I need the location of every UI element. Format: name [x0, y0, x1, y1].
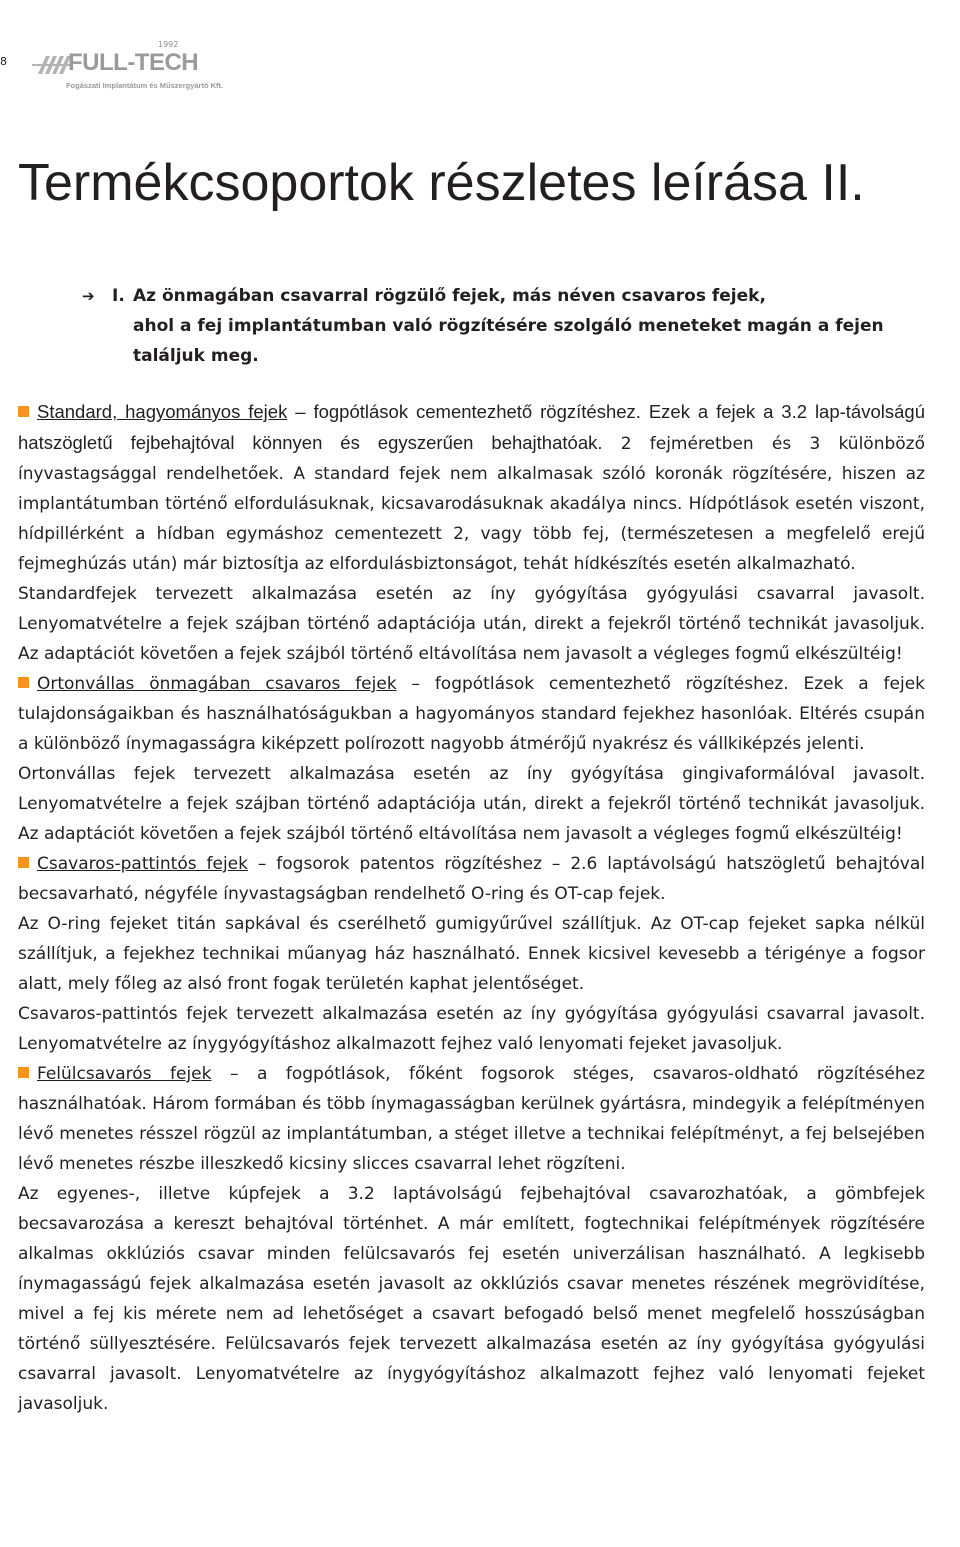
- ortonvallas-paragraph-1: [18, 669, 925, 759]
- body-text: [18, 397, 925, 1419]
- intro-line-3: találjuk meg.: [133, 346, 259, 366]
- standard-dash: –: [287, 401, 314, 422]
- intro-number: I.: [112, 286, 125, 306]
- standard-paragraph-2: Standardfejek tervezett alkalmazása esetén az íny gyógyítása gyógyulási csavarral javasolt. Lenyomatvételre a fejek szájban történő adaptációja után, direkt a fejekről történő technikát javasoljuk. Az adaptációt követően a fejek szájból történő eltávolítása nem javasolt a végleges fogmű elkészültéig!: [18, 584, 925, 664]
- page-number: 8: [0, 55, 7, 68]
- felulcsavaros-term: Felülcsavarós fejek: [37, 1064, 212, 1084]
- ortonvallas-paragraph-2: Ortonvállas fejek tervezett alkalmazása esetén az íny gyógyítása gingivaformálóval javasolt. Lenyomatvételre a fejek szájban történő adaptációja után, direkt a fejekről történő technikát javasoljuk. Az adaptációt követően a fejek szájból történő eltávolítása nem javasolt a végleges fogmű elkészültéig!: [18, 764, 925, 844]
- ortonvallas-term: Ortonvállas önmagában csavaros fejek: [37, 674, 397, 694]
- company-logo: [28, 40, 228, 92]
- standard-text-1: 2 fejméretben és 3 különböző ínyvastagsággal rendelhetőek. A standard fejek nem alkalmasak szóló koronák rögzítésére, hiszen az implantátumban történő elfordulásuknak, kicsavarodásuknak akadálya nincs. Hídpótlások esetén viszont, hídpillérként a hídban egymáshoz cementezett 2, vagy több fej, (természetesen a megfelelő erejű fejmeghúzás után) már biztosítja az elfordulásbiztonságot, tehát hídkészítés esetén alkalmazható.: [18, 434, 925, 574]
- pattintos-paragraph-1: [18, 849, 925, 909]
- orange-square-bullet-icon: [18, 406, 29, 417]
- logo-name: FULL-TECH: [68, 49, 199, 76]
- orange-square-bullet-icon: [18, 1067, 29, 1078]
- felulcsavaros-paragraph-1: [18, 1059, 925, 1179]
- standard-lead: fogpótlások cementezhető rögzítéshez. Ezek a fejek a 3.2 lap-távolságú hatszögletű fejbehajtóval könnyen és egyszerűen behajthatóak.: [18, 401, 925, 453]
- standard-paragraph-1: [18, 397, 925, 579]
- page-title: Termékcsoportok részletes leírása II.: [18, 154, 865, 212]
- felulcsavaros-paragraph-2: Az egyenes-, illetve kúpfejek a 3.2 laptávolságú fejbehajtóval csavarozhatóak, a gömbfejek becsavarozása a kereszt behajtóval történhet. A már említett, fogtechnikai felépítmények rögzítésére alkalmas okklúziós csavar minden felülcsavarós fej esetén univerzálisan használható. A legkisebb ínymagasságú fejek alkalmazása esetén javasolt az okklúziós csavar menetes részének megrövidítése, mivel a fej kis mérete nem ad lehetőséget a csavart befogadó belső menet megfelelő hosszúságban történő süllyesztésére. Felülcsavarós fejek tervezett alkalmazása esetén az íny gyógyítása gyógyulási csavarral javasolt. Lenyomatvételre az ínygyógyításhoz alkalmazott fejhez való lenyomati fejeket javasoljuk.: [18, 1184, 925, 1414]
- orange-square-bullet-icon: [18, 857, 29, 868]
- arrow-right-icon: ➔: [82, 287, 95, 305]
- pattintos-term: Csavaros-pattintós fejek: [37, 854, 248, 874]
- pattintos-paragraph-3: Csavaros-pattintós fejek tervezett alkalmazása esetén az íny gyógyítása gyógyulási csavarral javasolt. Lenyomatvételre az ínygyógyításhoz alkalmazott fejhez való lenyomati fejeket javasoljuk.: [18, 1004, 925, 1054]
- standard-term: Standard, hagyományos fejek: [37, 401, 288, 422]
- felulcsavaros-text-1: – a fogpótlások, főként fogsorok stéges, csavaros-oldható rögzítéséhez használhatóak. Három formában és több ínymagasságban kerülnek gyártásra, mindegyik a felépítményen lévő menetes résszel rögzül az implantátumban, a stéget illetve a technikai felépítményt, a fej belsejében lévő menetes részbe illeszkedő kicsiny slicces csavarral lehet rögzíteni.: [18, 1064, 925, 1174]
- intro-line-2: ahol a fej implantátumban való rögzítésére szolgáló meneteket magán a fejen: [133, 316, 884, 336]
- logo-year: 1992: [158, 40, 179, 49]
- intro-block: [82, 281, 884, 371]
- orange-square-bullet-icon: [18, 677, 29, 688]
- logo-subtitle: Fogászati Implantátum és Műszergyártó Kft.: [66, 81, 224, 90]
- pattintos-paragraph-2: Az O-ring fejeket titán sapkával és cserélhető gumigyűrűvel szállítjuk. Az OT-cap fejeket sapka nélkül szállítjuk, a fejekhez technikai műanyag ház használható. Ennek kicsivel kevesebb a térigénye a fogsor alatt, mely főleg az alsó front fogak területén kaphat jelentőséget.: [18, 914, 925, 994]
- ortonvallas-text-1: – fogpótlások cementezhető rögzítéshez. Ezek a fejek tulajdonságaikban és használhatóságukban a hagyományos standard fejekhez hasonlóak. Eltérés csupán a különböző ínymagasságra kiképzett polírozott nagyobb átmérőjű nyakrész és vállkiképzés jelenti.: [18, 674, 925, 754]
- intro-line-1: Az önmagában csavarral rögzülő fejek, más néven csavaros fejek,: [133, 286, 766, 306]
- pattintos-text-1: – fogsorok patentos rögzítéshez – 2.6 laptávolságú hatszögletű behajtóval becsavarható, négyféle ínyvastagságban rendelhető O-ring és OT-cap fejek.: [18, 854, 925, 904]
